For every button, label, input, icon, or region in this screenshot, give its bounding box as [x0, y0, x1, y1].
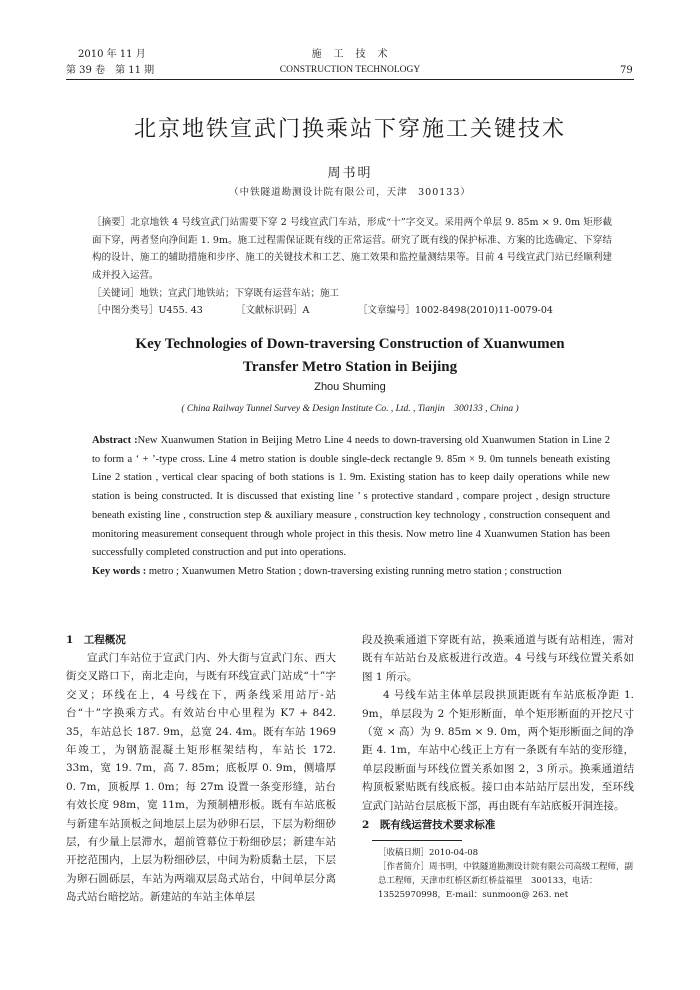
section-1-heading: 1 工程概况	[66, 634, 126, 646]
section-1-para-3: 4 号线车站主体单层段拱顶距既有车站底板净距 1. 9m，单层段为 2 个矩形断面，单个矩形断面的开挖尺寸（宽 × 高）为 9. 85m × 9. 0m，两个矩形断面之间的净距 4. 1m，车站中心线正上方有一条既有车站的变形缝，单层段断面与环线位置关系如图 2，3 所示。换乘通道结构顶板紧贴既有线底板。接口由本站站厅层出发，至环线宣武门站站台层底板下部，再由既有车站底板开洞连接。	[362, 689, 634, 812]
abstract-en-text: New Xuanwumen Station in Beijing Metro Line 4 needs to down-traversing old Xuanwumen Station in Line 2 to form a ‘ + ’-type cross. Line 4 metro station is double single-deck rectangle 9. 85m × 9. 0m tunnels beneath existing Line 2 station , vertical clear spacing of both stations is 1. 9m. Existing station has to keep daily operations while new station is being constructed. It is discussed that existing line ’ s protective standard , compare project , design structure beneath existing line , construction step & auxiliary measure , construction key technology , construction consequent and monitoring measurement consequent through whole project in this thesis. Now metro line 4 Xuanwumen Station has been successfully completed construction and put into operations.	[92, 435, 610, 559]
journal-title-cn: 施 工 技 术	[311, 49, 389, 60]
keywords-en	[92, 563, 610, 582]
title-cn: 北京地铁宣武门换乘站下穿施工关键技术	[133, 117, 566, 142]
right-column	[362, 631, 634, 815]
received-label: ［收稿日期］	[378, 848, 430, 858]
abstract-cn	[92, 214, 612, 284]
header-rule	[66, 79, 634, 80]
page-number: 79	[620, 65, 633, 76]
left-column	[66, 649, 336, 907]
bio-label: ［作者简介］	[378, 862, 430, 872]
doc-label: ［文献标识码］	[236, 305, 303, 316]
title-en	[0, 333, 700, 379]
footnote	[378, 846, 634, 902]
clc-value: U455. 43	[158, 305, 203, 316]
doc-code	[236, 302, 309, 319]
abstract-en	[92, 432, 610, 582]
keywords-en-text: metro ; Xuanwumen Metro Station ; down-traversing existing running metro station ; construction	[148, 565, 562, 577]
section-2-heading: 2 既有线运营技术要求标准	[362, 819, 496, 831]
doc-value: A	[302, 305, 310, 316]
issue-volume: 第 39 卷 第 11 期	[66, 65, 155, 76]
section-1-para-2: 段及换乘通道下穿既有站，换乘通道与既有站相连，需对既有车站站台及底板进行改造。4 号线与环线位置关系如图 1 所示。	[362, 634, 634, 683]
abstract-cn-label: ［摘要］	[92, 217, 131, 228]
received-date	[378, 846, 634, 860]
author-bio	[378, 860, 634, 902]
clc-label: ［中图分类号］	[92, 305, 159, 316]
keywords-cn-label: ［关键词］	[92, 288, 140, 299]
keywords-cn	[92, 285, 612, 303]
affiliation-en: ( China Railway Tunnel Survey & Design Institute Co. , Ltd. , Tianjin 300133 , China )	[181, 404, 519, 414]
article-label: ［文章编号］	[358, 305, 416, 316]
keywords-cn-text: 地铁；宣武门地铁站；下穿既有运营车站；施工	[139, 288, 340, 299]
article-value: 1002-8498(2010)11-0079-04	[415, 305, 553, 316]
clc-number	[92, 302, 203, 319]
title-en-line2: Transfer Metro Station in Beijing	[242, 359, 458, 375]
title-en-line1: Key Technologies of Down-traversing Construction of Xuanwumen	[135, 336, 565, 352]
article-number	[358, 302, 553, 319]
abstract-en-label: Abstract :	[92, 435, 138, 446]
author-cn: 周书明	[327, 166, 373, 181]
received-value: 2010-04-08	[429, 848, 479, 858]
abstract-cn-text: 北京地铁 4 号线宣武门站需要下穿 2 号线宣武门车站，形成“十”字交叉。采用两个单层 9. 85m × 9. 0m 矩形截面下穿，两者竖向净间距 1. 9m。施工过程需保证既有线的正常运营。研究了既有线的保护标准、方案的比选确定、下穿结构的设计、施工的辅助措施和步序、施工的关键技术和工艺、施工效果和监控量测结果等。目前 4 号线宣武门站已经顺利建成并投入运营。	[92, 217, 612, 281]
affiliation-cn: （中铁隧道勘测设计院有限公司，天津 300133）	[229, 187, 471, 198]
issue-date: 2010 年 11 月	[78, 49, 146, 60]
journal-title-en: CONSTRUCTION TECHNOLOGY	[279, 65, 421, 75]
section-1-para-1: 宣武门车站位于宣武门内、外大街与宣武门东、西大街交叉路口下，南北走向，与既有环线宣武门站成“十”字交叉；环线在上，4 号线在下，两条线采用站厅-站台“十”字换乘方式。有效站台中心里程为 K7 + 842. 35，车站总长 187. 9m，总宽 24. 4m。既有车站 1969 年竣工，为钢筋混凝土矩形框架结构，车站长 172. 33m，宽 19. 7m，高 7. 85m；底板厚 0. 9m，侧墙厚 0. 7m，顶板厚 1. 0m；每 27m 设置一条变形缝，站台有效长度 98m，宽 11m，为预制槽形板。既有车站底板与新建车站顶板之间地层上层为砂卵石层，下层为粉细砂层，有少量上层滞水，超前管幕位于粉细砂层；新建车站开挖范围内，上层为粉细砂层，中间为粉质黏土层，下层为卵石圆砾层，车站为两端双层岛式站台，中间单层分离岛式站台暗挖站。新建站的车站主体单层	[66, 652, 336, 904]
keywords-en-label: Key words :	[92, 565, 147, 577]
bio-value: 周书明，中铁隧道勘测设计院有限公司高级工程师，副总工程师，天津市红桥区新红桥益福里 300133，电话：13525970998，E-mail：sunmoon@ 263. net	[378, 862, 634, 900]
author-en: Zhou Shuming	[314, 381, 386, 393]
footnote-rule	[372, 840, 462, 841]
